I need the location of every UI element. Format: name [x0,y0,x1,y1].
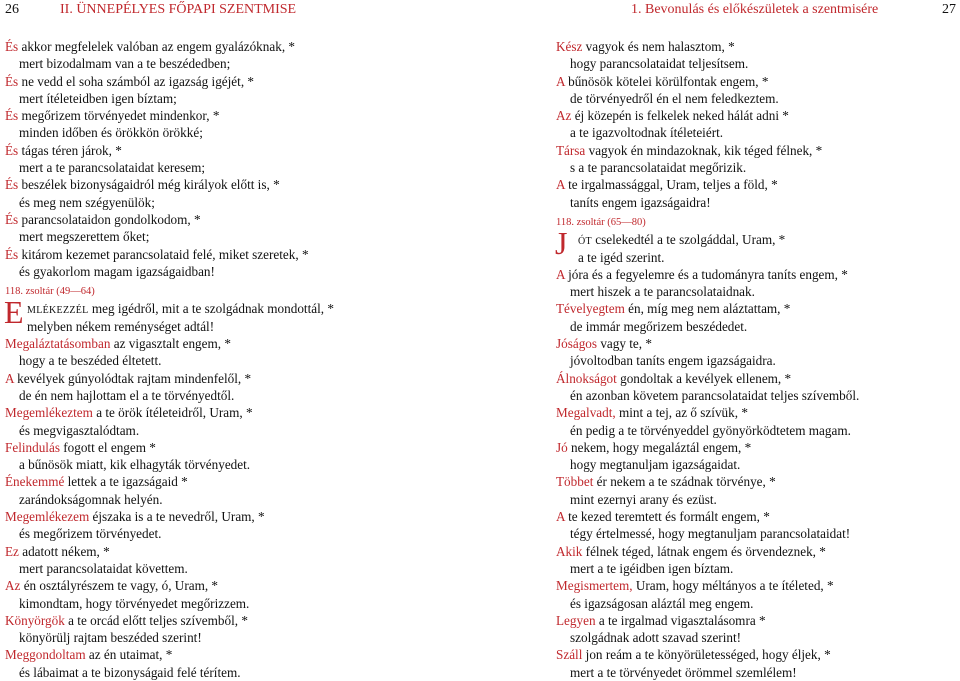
verse-continuation: én azonban követem parancsolataidat teljes szívemből. [570,387,860,403]
psalm-heading: 118. zsoltár (49—64) [5,286,95,298]
verse-line: Megemlékeztem a te örök ítéleteidről, Uram, * [5,405,253,421]
verse-continuation: és megőrizem törvényedet. [19,526,162,542]
drop-cap-letter: J [555,225,568,262]
verse-line: Megismertem, Uram, hogy méltányos a te ítéleted, * [556,578,834,594]
drop-cap-letter: E [4,294,24,331]
small-caps-word: MLÉKEZZÉL [27,305,89,317]
verse-line: Az éj közepén is felkelek neked hálát adni * [556,108,789,124]
verse-continuation: és megvigasztalódtam. [19,422,140,438]
initial-verse-line: E MLÉKEZZÉL meg igédről, mit a te szolgádnak mondottál, * [4,294,334,331]
verse-continuation: jóvoltodban taníts engem igazságaidra. [570,353,776,369]
right-page-number: 27 [942,2,956,17]
verse-continuation: de én nem hajlottam el a te törvényedtől. [19,387,235,403]
psalm-heading: 118. zsoltár (65—80) [556,216,646,228]
verse-line: És megőrizem törvényedet mindenkor, * [5,108,220,124]
verse-continuation: mert a te igéidben igen bíztam. [570,560,734,576]
verse-continuation: és gyakorlom magam igazságaidban! [19,263,215,279]
verse-line: És akkor megfelelek valóban az engem gyalázóknak, * [5,39,296,54]
right-running-title: 1. Bevonulás és előkészületek a szentmisére [631,2,879,17]
initial-verse-continuation: a te igéd szerint. [578,249,665,265]
verse-continuation: s a te parancsolataidat megőrizik. [570,160,747,176]
verse-continuation: mert megszerettem őket; [19,229,150,245]
verse-continuation: a bűnösök miatt, kik elhagyták törvényedet. [19,457,251,473]
verse-continuation: szolgádnak adott szavad szerint! [570,630,742,646]
verse-continuation: mert a te parancsolataidat keresem; [19,160,205,176]
verse-line: Kész vagyok és nem halasztom, * [556,39,735,54]
verse-line: És beszélek bizonyságaidról még királyok előtt is, * [5,177,280,193]
verse-line: És ne vedd el soha számból az igazság igéjét, * [5,73,255,89]
verse-line: Akik félnek téged, látnak engem és örvendeznek, * [556,543,826,559]
verse-continuation: hogy megtanuljam igazságaidat. [570,457,741,473]
left-column [5,38,445,681]
verse-continuation: mert hiszek a te parancsolataidnak. [570,284,755,300]
verse-line: Száll jon reám a te könyörületességed, hogy éljek, * [556,647,831,663]
verse-line: Jó nekem, hogy megaláztál engem, * [556,439,752,455]
right-column [556,38,956,681]
verse-continuation: és lábaimat a te bizonyságaid felé térítem. [19,664,241,680]
verse-continuation: a te igazvoltodnak ítéleteiért. [570,125,724,141]
left-page-number: 26 [5,2,19,17]
page-header [0,2,960,22]
verse-continuation: mert parancsolataidat követtem. [19,560,188,576]
verse-line: Ez adatott nékem, * [5,543,110,559]
verse-line: Megalvadt, mint a tej, az ő szívük, * [556,405,748,421]
verse-continuation: és meg nem szégyenülök; [19,194,155,210]
verse-line: Megaláztatásomban az vigasztalt engem, * [5,336,231,352]
verse-continuation: mert ítéleteidben igen bíztam; [19,90,177,106]
verse-continuation: mert bizodalmam van a te beszédedben; [19,56,231,72]
verse-line: Jóságos vagy te, * [556,336,652,352]
verse-continuation: kimondtam, hogy törvényedet megőrizzem. [19,595,250,611]
verse-continuation: könyörülj rajtam beszéded szerint! [19,630,202,646]
verse-continuation: tégy értelmessé, hogy megtanuljam parancsolataidat! [570,526,851,542]
verse-line: És parancsolataidon gondolkodom, * [5,211,201,227]
verse-line: És kitárom kezemet parancsolataid felé, miket szeretek, * [5,246,309,262]
verse-line: Álnokságot gondoltak a kevélyek ellenem, * [556,370,792,386]
verse-continuation: mint ezernyi arany és ezüst. [570,491,717,507]
verse-line: Felindulás fogott el engem * [5,439,156,455]
verse-line: Társa vagyok én mindazoknak, kik téged félnek, * [556,142,823,158]
verse-line: Énekemmé lettek a te igazságaid * [5,474,188,490]
verse-line: Tévelyegtem én, míg meg nem aláztattam, * [556,301,791,317]
verse-line: A jóra és a fegyelemre és a tudományra taníts engem, * [556,266,848,282]
verse-continuation: de immár megőrizem beszédedet. [570,318,748,334]
verse-continuation: én pedig a te törvényeddel gyönyörködtetem magam. [570,422,851,438]
verse-line: És tágas téren járok, * [5,142,122,158]
verse-continuation: taníts engem igazságaidra! [570,194,711,210]
verse-continuation: mert a te törvényedet örömmel szemlélem! [570,664,797,680]
verse-line: Könyörgök a te orcád előtt teljes szívemből, * [5,612,248,628]
verse-line: A bűnösök kötelei körülfontak engem, * [556,73,769,89]
verse-line: Többet ér nekem a te szádnak törvénye, * [556,474,776,490]
verse-line: A te irgalmassággal, Uram, teljes a föld, * [556,177,778,193]
verse-line: Legyen a te irgalmad vigasztalásomra * [556,612,766,628]
verse-line: Megemlékezem éjszaka is a te nevedről, Uram, * [5,509,265,525]
verse-continuation: minden időben és örökkön örökké; [19,125,203,141]
verse-line: Az én osztályrészem te vagy, ó, Uram, * [5,578,219,594]
verse-line: A te kezed teremtett és formált engem, * [556,509,770,525]
verse-continuation: zarándokságomnak helyén. [19,491,163,507]
verse-continuation: de törvényedről én el nem feledkeztem. [570,90,779,106]
small-caps-word: ÓT [578,236,592,248]
verse-line: Meggondoltam az én utaimat, * [5,647,173,663]
verse-continuation: és igazságosan aláztál meg engem. [570,595,754,611]
initial-verse-continuation: melyben nékem reménységet adtál! [27,318,215,334]
verse-line: A kevélyek gúnyolódtak rajtam mindenfelől, * [5,370,252,386]
verse-continuation: hogy parancsolataidat teljesítsem. [570,56,749,72]
left-running-title: II. ÜNNEPÉLYES FŐPAPI SZENTMISE [60,2,297,17]
verse-continuation: hogy a te beszéded éltetett. [19,353,162,369]
initial-verse-line: J ÓT cselekedtél a te szolgáddal, Uram, * [555,225,786,262]
